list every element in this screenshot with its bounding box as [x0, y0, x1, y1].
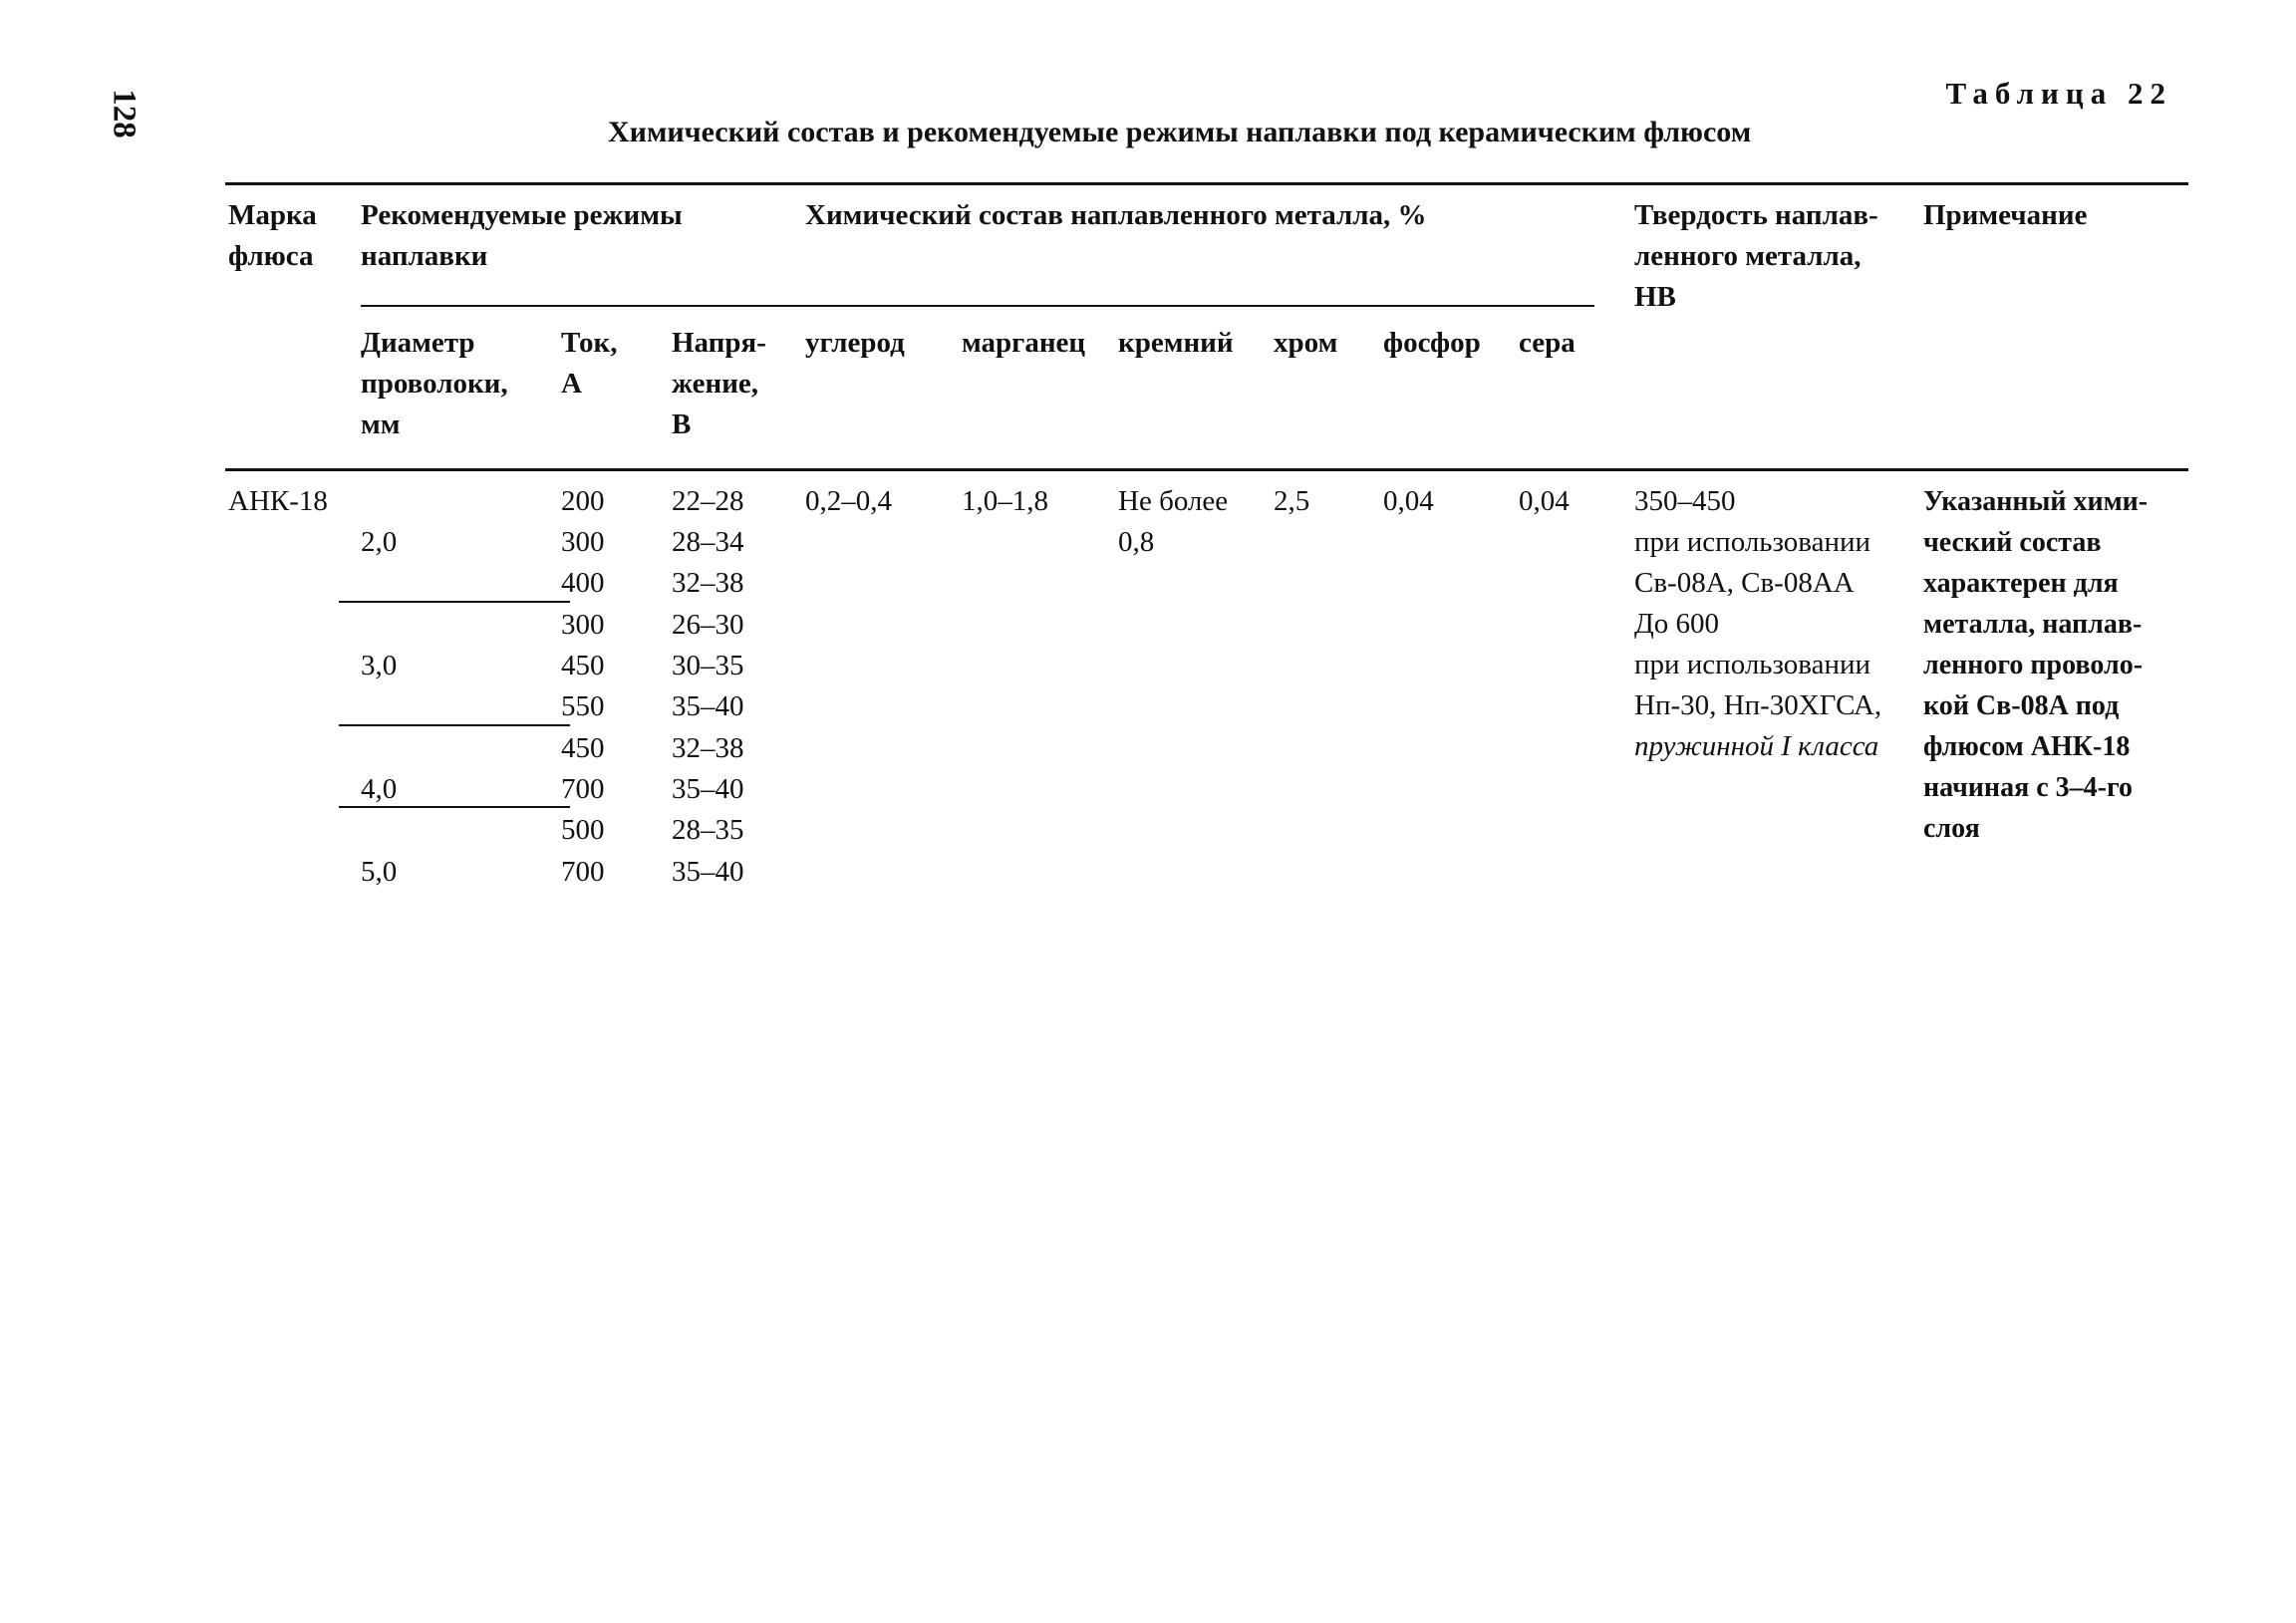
cell-voltage: 28–35: [672, 814, 744, 846]
cell-current: 700: [561, 773, 605, 805]
cell-silicon: Не более 0,8: [1118, 485, 1229, 558]
cell-voltage: 28–34: [672, 526, 744, 558]
cell-manganese: 1,0–1,8: [962, 485, 1048, 517]
header-diameter: Диаметр проволоки, мм: [361, 327, 508, 440]
header-bottom-rule: [225, 468, 2188, 471]
cell-diameter: 2,0: [361, 526, 398, 558]
diameter-group-separator: [339, 806, 570, 808]
header-manganese: марганец: [962, 327, 1086, 359]
cell-current: 300: [561, 609, 605, 641]
header-composition: Химический состав наплавленного металла, %: [805, 199, 1427, 231]
cell-current: 450: [561, 732, 605, 764]
cell-current: 550: [561, 690, 605, 722]
header-silicon: кремний: [1118, 327, 1234, 359]
cell-diameter: 4,0: [361, 773, 398, 805]
cell-voltage: 35–40: [672, 773, 744, 805]
regimes-subheader-rule: [361, 305, 1594, 307]
cell-voltage: 35–40: [672, 856, 744, 888]
header-current: Ток, А: [561, 327, 618, 400]
cell-voltage: 35–40: [672, 690, 744, 722]
cell-voltage: 32–38: [672, 732, 744, 764]
table-top-rule: [225, 182, 2188, 185]
header-flux-brand: Марка флюса: [228, 199, 317, 272]
cell-voltage: 30–35: [672, 650, 744, 681]
header-sulfur: сера: [1519, 327, 1576, 359]
cell-voltage: 26–30: [672, 609, 744, 641]
header-chromium: хром: [1274, 327, 1338, 359]
page-number: 128: [106, 89, 143, 138]
cell-note: Указанный хими- ческий состав характерен для металла, наплав- ленного проволо- кой Св-08А под флюсом АНК-18 начиная с 3–4-го слоя: [1923, 486, 2149, 844]
header-regimes: Рекомендуемые режимы наплавки: [361, 199, 683, 272]
cell-voltage: 32–38: [672, 567, 744, 599]
header-voltage: Напря- жение, В: [672, 327, 766, 440]
cell-current: 450: [561, 650, 605, 681]
cell-hardness: 350–450 при использовании Св-08А, Св-08АА До 600 при использовании Нп-30, Нп-30ХГСА, пружинной I класса: [1634, 485, 1882, 762]
cell-current: 400: [561, 567, 605, 599]
table-label: Таблица 22: [1945, 76, 2172, 111]
cell-carbon: 0,2–0,4: [805, 485, 892, 517]
cell-voltage: 22–28: [672, 485, 744, 517]
header-phosphorus: фосфор: [1383, 327, 1481, 359]
cell-chromium: 2,5: [1274, 485, 1310, 517]
table-title: Химический состав и рекомендуемые режимы наплавки под керамическим флюсом: [608, 116, 1752, 148]
header-carbon: углерод: [805, 327, 905, 359]
cell-current: 700: [561, 856, 605, 888]
cell-sulfur: 0,04: [1519, 485, 1570, 517]
cell-diameter: 3,0: [361, 650, 398, 681]
header-hardness: Твердость наплав- ленного металла, НВ: [1634, 199, 1878, 313]
cell-flux-brand: АНК-18: [228, 485, 328, 517]
diameter-group-separator: [339, 724, 570, 726]
cell-phosphorus: 0,04: [1383, 485, 1434, 517]
cell-current: 500: [561, 814, 605, 846]
diameter-group-separator: [339, 601, 570, 603]
cell-current: 200: [561, 485, 605, 517]
cell-current: 300: [561, 526, 605, 558]
header-note: Примечание: [1923, 199, 2088, 231]
cell-diameter: 5,0: [361, 856, 398, 888]
